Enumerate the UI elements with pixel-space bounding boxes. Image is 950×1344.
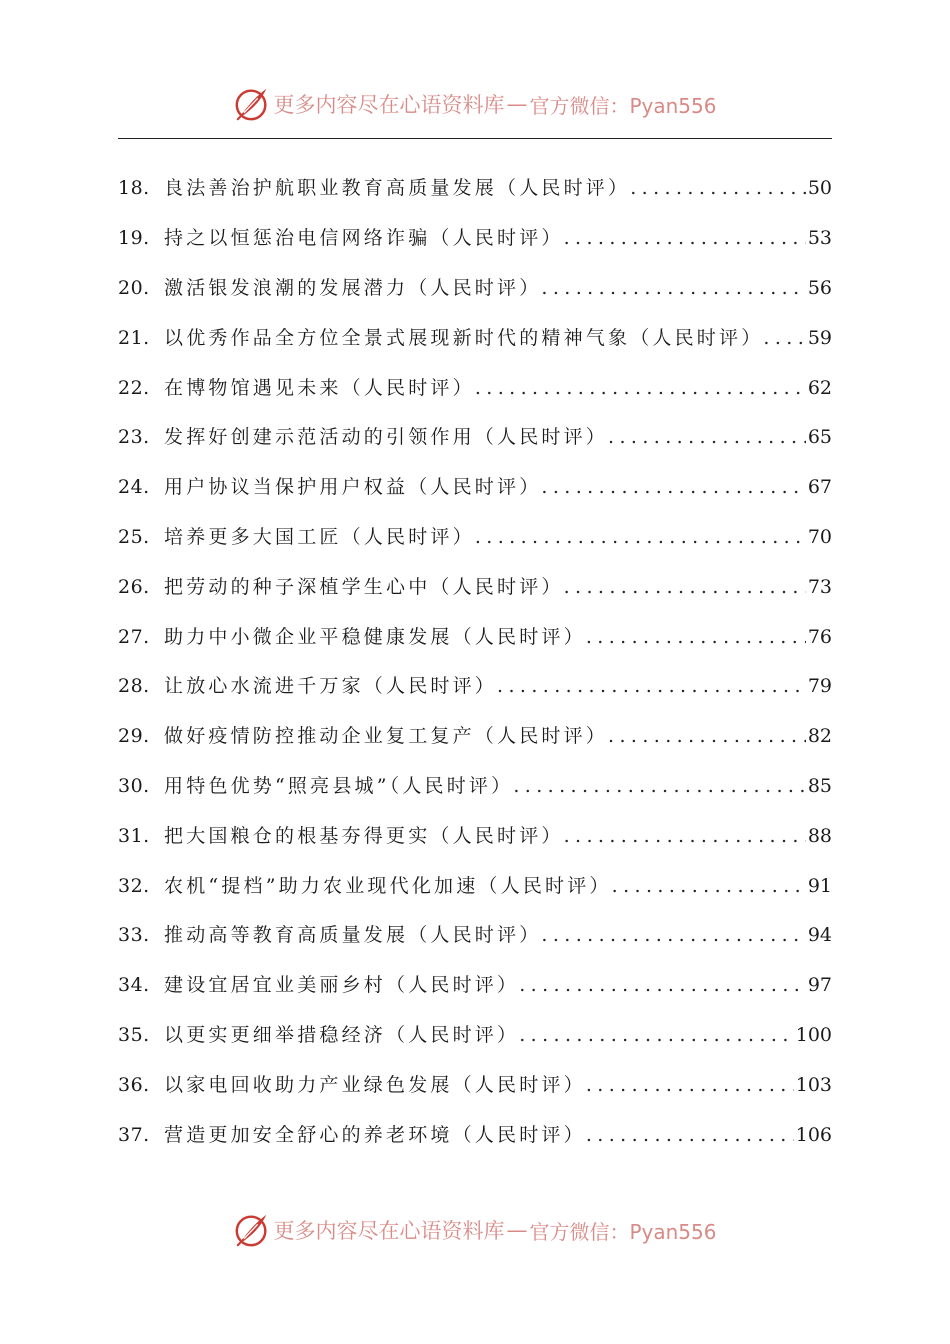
toc-entry[interactable]	[118, 164, 832, 214]
toc-dot-leader	[513, 777, 805, 796]
toc-dot-leader	[519, 976, 806, 995]
toc-entry-page-number: 91	[807, 874, 832, 897]
toc-entry-title: 在博物馆遇见未来（人民时评）	[164, 376, 475, 399]
toc-entry-number: 37.	[118, 1123, 150, 1146]
toc-dot-leader	[763, 329, 805, 348]
header-divider	[118, 138, 832, 139]
banner-text: 更多内容尽在心语资料库	[273, 93, 505, 117]
toc-entry-title: 以优秀作品全方位全景式展现新时代的精神气象（人民时评）	[164, 326, 764, 349]
toc-entry-title: 以更实更细举措稳经济（人民时评）	[164, 1023, 520, 1046]
toc-entry-page-number: 106	[795, 1123, 832, 1146]
toc-entry[interactable]	[118, 562, 832, 612]
toc-entry-number: 28.	[118, 675, 150, 698]
toc-entry-page-number: 85	[807, 774, 832, 797]
toc-entry-page-number: 79	[807, 675, 832, 698]
toc-dot-leader	[564, 578, 806, 597]
toc-entry[interactable]	[118, 612, 832, 662]
toc-entry-page-number: 100	[795, 1023, 832, 1046]
toc-entry-number: 32.	[118, 874, 150, 897]
toc-entry-number: 24.	[118, 476, 150, 499]
toc-entry-page-number: 56	[807, 276, 832, 299]
toc-entry-page-number: 76	[807, 625, 832, 648]
toc-entry[interactable]	[118, 313, 832, 363]
toc-dot-leader	[630, 179, 806, 198]
toc-entry-title: 持之以恒惩治电信网络诈骗（人民时评）	[164, 227, 564, 250]
toc-entry[interactable]	[118, 513, 832, 563]
footer-watermark-banner	[0, 1208, 950, 1252]
toc-entry-page-number: 53	[807, 227, 832, 250]
toc-entry[interactable]	[118, 662, 832, 712]
toc-entry-page-number: 88	[807, 824, 832, 847]
toc-entry[interactable]	[118, 413, 832, 463]
toc-entry-number: 30.	[118, 774, 150, 797]
toc-entry[interactable]	[118, 214, 832, 264]
toc-entry-title: 建设宜居宜业美丽乡村（人民时评）	[164, 974, 520, 997]
toc-entry-page-number: 65	[807, 426, 832, 449]
toc-dot-leader	[497, 677, 806, 696]
toc-entry-title: 发挥好创建示范活动的引领作用（人民时评）	[164, 426, 609, 449]
toc-entry-number: 22.	[118, 376, 150, 399]
toc-entry-title: 以家电回收助力产业绿色发展（人民时评）	[164, 1073, 586, 1096]
toc-entry[interactable]	[118, 961, 832, 1011]
toc-entry[interactable]	[118, 712, 832, 762]
toc-entry-number: 25.	[118, 525, 150, 548]
toc-entry-page-number: 59	[807, 326, 832, 349]
toc-entry-number: 36.	[118, 1073, 150, 1096]
toc-entry-title: 培养更多大国工匠（人民时评）	[164, 525, 475, 548]
toc-entry-title: 激活银发浪潮的发展潜力（人民时评）	[164, 276, 542, 299]
toc-entry-number: 26.	[118, 575, 150, 598]
toc-entry-number: 27.	[118, 625, 150, 648]
toc-entry-page-number: 82	[807, 725, 832, 748]
toc-entry-page-number: 97	[807, 974, 832, 997]
toc-entry[interactable]	[118, 762, 832, 812]
toc-dot-leader	[608, 727, 806, 746]
toc-entry-number: 34.	[118, 974, 150, 997]
banner-contact: 官方微信：Pyan556	[529, 1219, 717, 1244]
toc-dot-leader	[519, 1026, 794, 1045]
toc-dot-leader	[564, 229, 806, 248]
toc-dot-leader	[541, 279, 805, 298]
toc-entry-page-number: 62	[807, 376, 832, 399]
toc-entry-title: 用户协议当保护用户权益（人民时评）	[164, 476, 542, 499]
quill-pen-logo-icon	[233, 1211, 271, 1249]
toc-entry-number: 20.	[118, 276, 150, 299]
toc-dot-leader	[586, 1076, 794, 1095]
toc-entry[interactable]	[118, 811, 832, 861]
toc-entry-number: 35.	[118, 1023, 150, 1046]
toc-entry-number: 29.	[118, 725, 150, 748]
toc-entry-title: 助力中小微企业平稳健康发展（人民时评）	[164, 625, 586, 648]
toc-entry-number: 19.	[118, 227, 150, 250]
toc-entry[interactable]	[118, 463, 832, 513]
toc-entry-title: 营造更加安全舒心的养老环境（人民时评）	[164, 1123, 586, 1146]
toc-entry-page-number: 103	[795, 1073, 832, 1096]
toc-entry-page-number: 70	[807, 525, 832, 548]
toc-entry-page-number: 50	[807, 177, 832, 200]
banner-text: 更多内容尽在心语资料库	[273, 1219, 505, 1243]
banner-separator: —	[506, 92, 528, 116]
toc-dot-leader	[475, 528, 806, 547]
banner-contact: 官方微信：Pyan556	[529, 93, 717, 118]
toc-dot-leader	[612, 877, 806, 896]
toc-entry-title: 把大国粮仓的根基夯得更实（人民时评）	[164, 824, 564, 847]
banner-separator: —	[506, 1218, 528, 1242]
header-watermark-banner	[0, 82, 950, 126]
toc-dot-leader	[608, 428, 806, 447]
toc-entry[interactable]	[118, 861, 832, 911]
toc-entry-page-number: 73	[807, 575, 832, 598]
toc-entry-title: 用特色优势“照亮县城”（人民时评）	[164, 774, 514, 797]
toc-entry[interactable]	[118, 363, 832, 413]
toc-dot-leader	[586, 628, 806, 647]
toc-dot-leader	[586, 1126, 794, 1145]
toc-entry[interactable]	[118, 264, 832, 314]
toc-entry-page-number: 94	[807, 924, 832, 947]
toc-entry-title: 农机“提档”助力农业现代化加速（人民时评）	[164, 874, 612, 897]
quill-pen-logo-icon	[233, 85, 271, 123]
toc-entry-page-number: 67	[807, 476, 832, 499]
toc-dot-leader	[541, 478, 805, 497]
table-of-contents	[118, 164, 832, 1160]
toc-dot-leader	[564, 827, 806, 846]
toc-entry[interactable]	[118, 1110, 832, 1160]
toc-entry-number: 33.	[118, 924, 150, 947]
toc-dot-leader	[475, 379, 806, 398]
toc-entry-title: 良法善治护航职业教育高质量发展（人民时评）	[164, 177, 631, 200]
toc-entry-title: 让放心水流进千万家（人民时评）	[164, 675, 498, 698]
toc-dot-leader	[541, 926, 805, 945]
toc-entry-number: 21.	[118, 326, 150, 349]
toc-entry-number: 18.	[118, 177, 150, 200]
toc-entry-title: 做好疫情防控推动企业复工复产（人民时评）	[164, 725, 609, 748]
toc-entry[interactable]	[118, 911, 832, 961]
toc-entry[interactable]	[118, 1011, 832, 1061]
toc-entry[interactable]	[118, 1060, 832, 1110]
toc-entry-number: 31.	[118, 824, 150, 847]
toc-entry-title: 把劳动的种子深植学生心中（人民时评）	[164, 575, 564, 598]
toc-entry-number: 23.	[118, 426, 150, 449]
toc-entry-title: 推动高等教育高质量发展（人民时评）	[164, 924, 542, 947]
